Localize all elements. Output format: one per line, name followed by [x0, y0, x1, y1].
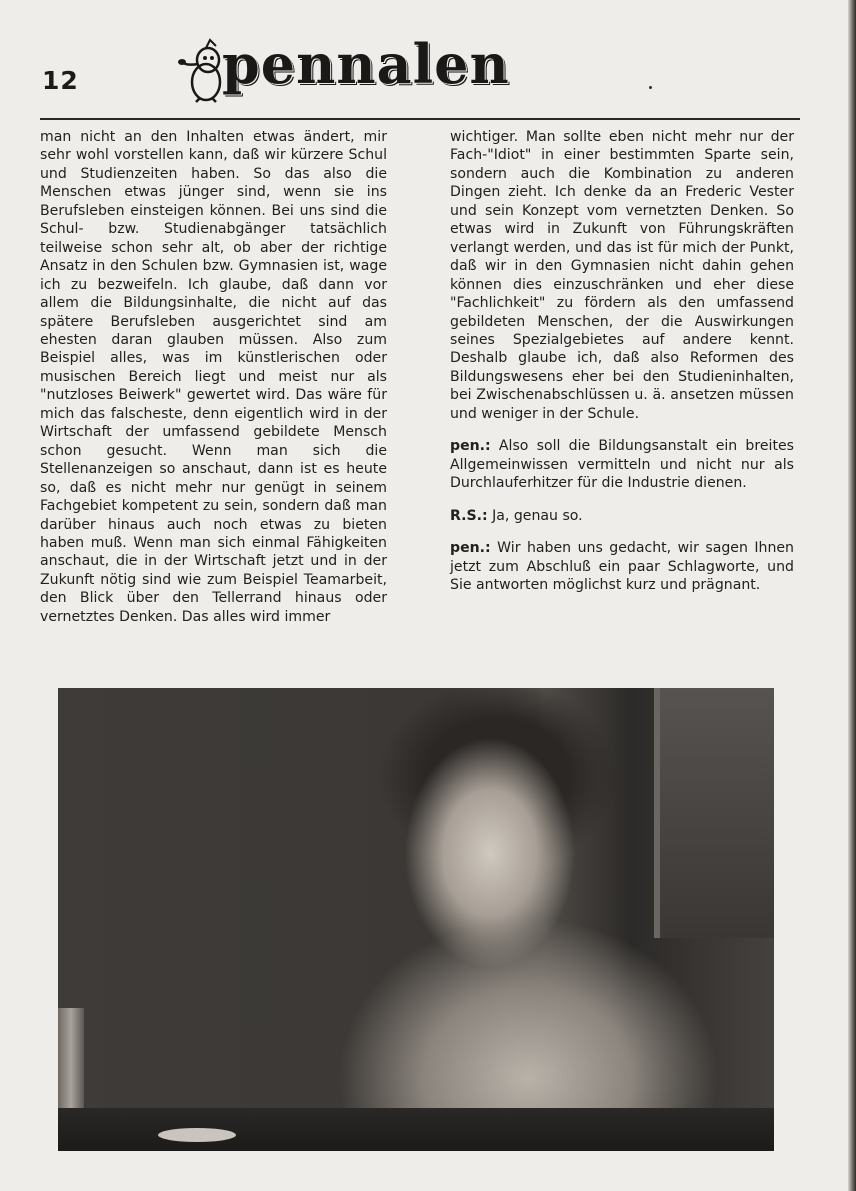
- speaker-label: R.S.:: [450, 507, 488, 524]
- wall-picture: [654, 688, 774, 938]
- interview-answer: [450, 507, 794, 525]
- answer-text: Ja, genau so.: [492, 507, 583, 524]
- page-edge: [848, 0, 856, 1191]
- cup: [158, 1128, 236, 1142]
- page-number: 12: [42, 66, 79, 95]
- masthead-dot: [649, 86, 652, 89]
- speaker-label: pen.:: [450, 540, 491, 557]
- question-text: Wir haben uns gedacht, wir sagen Ihnen jetzt zum Abschluß ein paar Schlagworte, und Sie antworten möglichst kurz und prägnant.: [450, 540, 794, 593]
- table: [58, 1108, 774, 1151]
- interview-question: [450, 539, 794, 594]
- article-paragraph: wichtiger. Man sollte eben nicht mehr nur der Fach-"Idiot" in einer bestimmten Sparte sein, sondern auch die Kombination zu anderen Dingen zieht. Ich denke da an Frederic Vester und sein Konzept vom vernetzten Denken. So etwas wird in Zukunft von Führungskräften verlangt werden, und das ist für mich der Punkt, daß wir in den Gymnasien nicht dahin gehen können dies einzuschränken und eher diese "Fachlichkeit" zu fördern als den umfassend gebildeten Menschen, der die Auswirkungen seines Spezialgebietes auf andere kennt. Deshalb glaube ich, daß also Reformen des Bildungswesens eher bei den Studieninhalten, bei Zwischenabschlüssen u. ä. ansetzen müssen und weniger in der Schule.: [450, 129, 794, 422]
- speaker-label: pen.:: [450, 438, 491, 455]
- interview-question: [450, 437, 794, 492]
- masthead-title: pennalen: [222, 32, 510, 96]
- article-left-column: [40, 128, 387, 640]
- header-rule: [40, 118, 800, 120]
- article-paragraph: man nicht an den Inhalten etwas ändert, mir sehr wohl vorstellen kann, daß wir kürzere Schul und Studienzeiten haben. So das also die Menschen etwas jünger sind, wenn sie ins Berufsleben einsteigen können. Bei uns sind die Schul- bzw. Studienabgänger tatsächlich teilweise schon sehr alt, ob aber der richtige Ansatz in den Schulen bzw. Gymnasien ist, wage ich zu bezweifeln. Ich glaube, daß dann vor allem die Bildungsinhalte, die nicht auf das spätere Berufsleben ausgerichtet sind am ehesten daran glauben müssen. Also zum Beispiel alles, was im künstlerischen oder musischen Bereich liegt und meist nur als "nutzloses Beiwerk" gewertet wird. Das wäre für mich das falscheste, denn eigentlich wird in der Wirtschaft der umfassend gebildete Mensch schon gesucht. Wenn man sich die Stellenanzeigen so anschaut, dann ist es heute so, daß es nicht mehr nur genügt in seinem Fachgebiet kompetent zu sein, sondern daß man darüber hinaus auch noch etwas zu bieten haben muß. Wenn man sich einmal Fähigkeiten anschaut, die in der Wirtschaft jetzt und in der Zukunft nötig sind wie zum Beispiel Teamarbeit, den Blick über den Tellerrand hinaus oder vernetztes Denken. Das alles wird immer: [40, 129, 387, 625]
- question-text: Also soll die Bildungsanstalt ein breites Allgemeinwissen vermitteln und nicht nur als Durchlauferhitzer für die Industrie dienen.: [450, 438, 794, 492]
- lamp: [58, 1008, 84, 1118]
- article-right-column: [450, 128, 794, 608]
- interview-photo: [58, 688, 774, 1151]
